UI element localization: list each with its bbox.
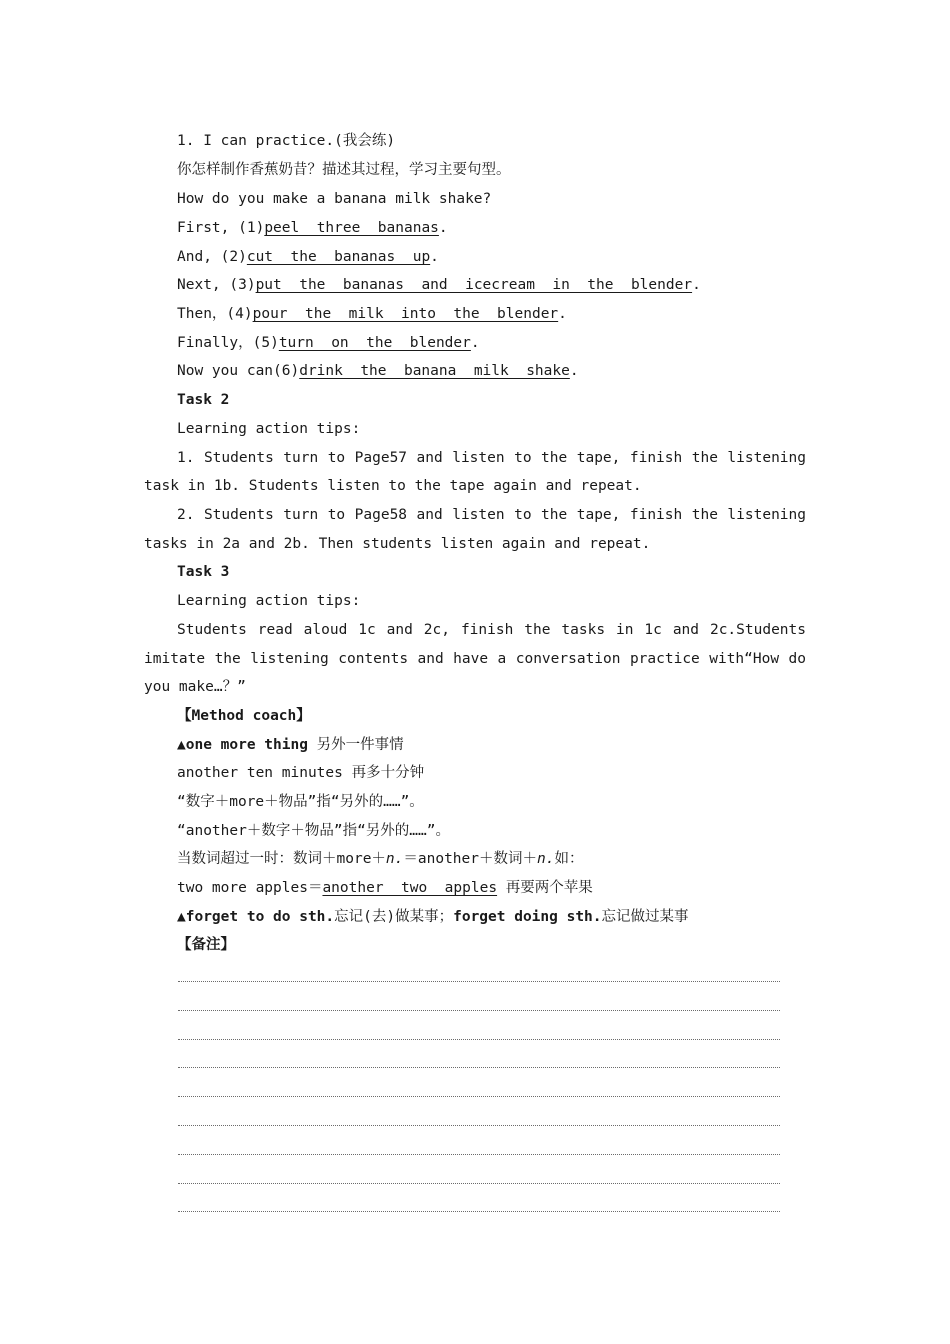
task3-line2: imitate the listening contents and have a conversation practice with“How do [144, 651, 806, 667]
step-prefix: And, (2) [177, 249, 247, 265]
note-line [178, 981, 780, 982]
note-line [178, 1211, 780, 1212]
method-line5-part: 如： [554, 851, 584, 867]
method-point2-meaning: 忘记做过某事 [601, 909, 689, 925]
method-point1 [177, 735, 404, 755]
method-line5-part: 当数词超过一时：数词＋more＋ [177, 851, 386, 867]
method-line6-part: two more apples＝ [177, 880, 323, 896]
method-line5-part: ＝another＋数词＋ [403, 851, 537, 867]
step-answer: drink the banana milk shake [299, 363, 570, 379]
method-point1-meaning: 另外一件事情 [307, 737, 404, 753]
step-5 [177, 333, 480, 353]
step-answer: cut the bananas up [246, 249, 431, 265]
step-suffix: . [692, 277, 701, 293]
notes-title: 【备注】 [177, 937, 235, 953]
note-line [178, 1125, 780, 1126]
step-3 [177, 275, 701, 295]
practice-question: How do you make a banana milk shake? [177, 191, 492, 207]
note-line [178, 1154, 780, 1155]
step-prefix: Now you can(6) [177, 363, 300, 379]
step-answer: pour the milk into the blender [252, 306, 559, 322]
task2-item2-line2: tasks in 2a and 2b. Then students listen again and repeat. [144, 536, 651, 552]
step-prefix: First, (1) [177, 220, 265, 236]
step-suffix: . [430, 249, 439, 265]
practice-intro: 你怎样制作香蕉奶昔？描述其过程，学习主要句型。 [177, 162, 511, 178]
task3-tips-label: Learning action tips: [177, 593, 361, 609]
task2-item1-line2: task in 1b. Students listen to the tape again and repeat. [144, 478, 642, 494]
step-1 [177, 218, 448, 238]
step-prefix: Then，(4) [177, 306, 253, 322]
method-point2-meaning: 忘记(去)做某事； [334, 909, 454, 925]
method-line6-answer: another two apples [322, 880, 498, 896]
practice-heading: 1. I can practice.(我会练) [177, 133, 396, 149]
step-suffix: . [569, 363, 579, 379]
note-line [178, 1067, 780, 1068]
step-6 [177, 361, 579, 381]
noun-abbr: n. [385, 851, 404, 867]
method-point2-phrase: forget doing sth. [453, 909, 602, 925]
method-point2 [177, 907, 689, 927]
note-line [178, 1010, 780, 1011]
method-point2-phrase: ▲forget to do sth. [177, 909, 335, 925]
method-line5 [177, 849, 583, 869]
step-4 [177, 304, 567, 324]
method-line4: “another＋数字＋物品”指“另外的……”。 [177, 823, 450, 839]
task3-title: Task 3 [177, 564, 230, 580]
method-line6 [177, 878, 593, 898]
step-2 [177, 247, 439, 267]
task2-title: Task 2 [177, 392, 230, 408]
note-line [178, 1096, 780, 1097]
method-title: 【Method coach】 [177, 708, 311, 724]
method-line2: another ten minutes 再多十分钟 [177, 765, 425, 781]
step-answer: turn on the blender [278, 335, 471, 351]
method-line6-part: 再要两个苹果 [497, 880, 593, 896]
method-point1-phrase: ▲one more thing [177, 737, 308, 753]
step-answer: put the bananas and icecream in the blender [255, 277, 693, 293]
step-suffix: . [438, 220, 448, 236]
step-prefix: Next, (3) [177, 277, 256, 293]
task3-line3: you make…？” [144, 679, 246, 695]
method-line3: “数字＋more＋物品”指“另外的……”。 [177, 794, 424, 810]
step-suffix: . [470, 335, 480, 351]
note-line [178, 1183, 780, 1184]
task3-line1: Students read aloud 1c and 2c, finish the tasks in 1c and 2c.Students [177, 622, 806, 638]
step-prefix: Finally，(5) [177, 335, 279, 351]
task2-item2-line1: 2. Students turn to Page58 and listen to the tape, finish the listening [177, 507, 806, 523]
note-line [178, 1039, 780, 1040]
task2-tips-label: Learning action tips: [177, 421, 361, 437]
step-suffix: . [558, 306, 567, 322]
task2-item1-line1: 1. Students turn to Page57 and listen to the tape, finish the listening [177, 450, 806, 466]
step-answer: peel three bananas [264, 220, 439, 236]
noun-abbr: n. [537, 851, 555, 867]
